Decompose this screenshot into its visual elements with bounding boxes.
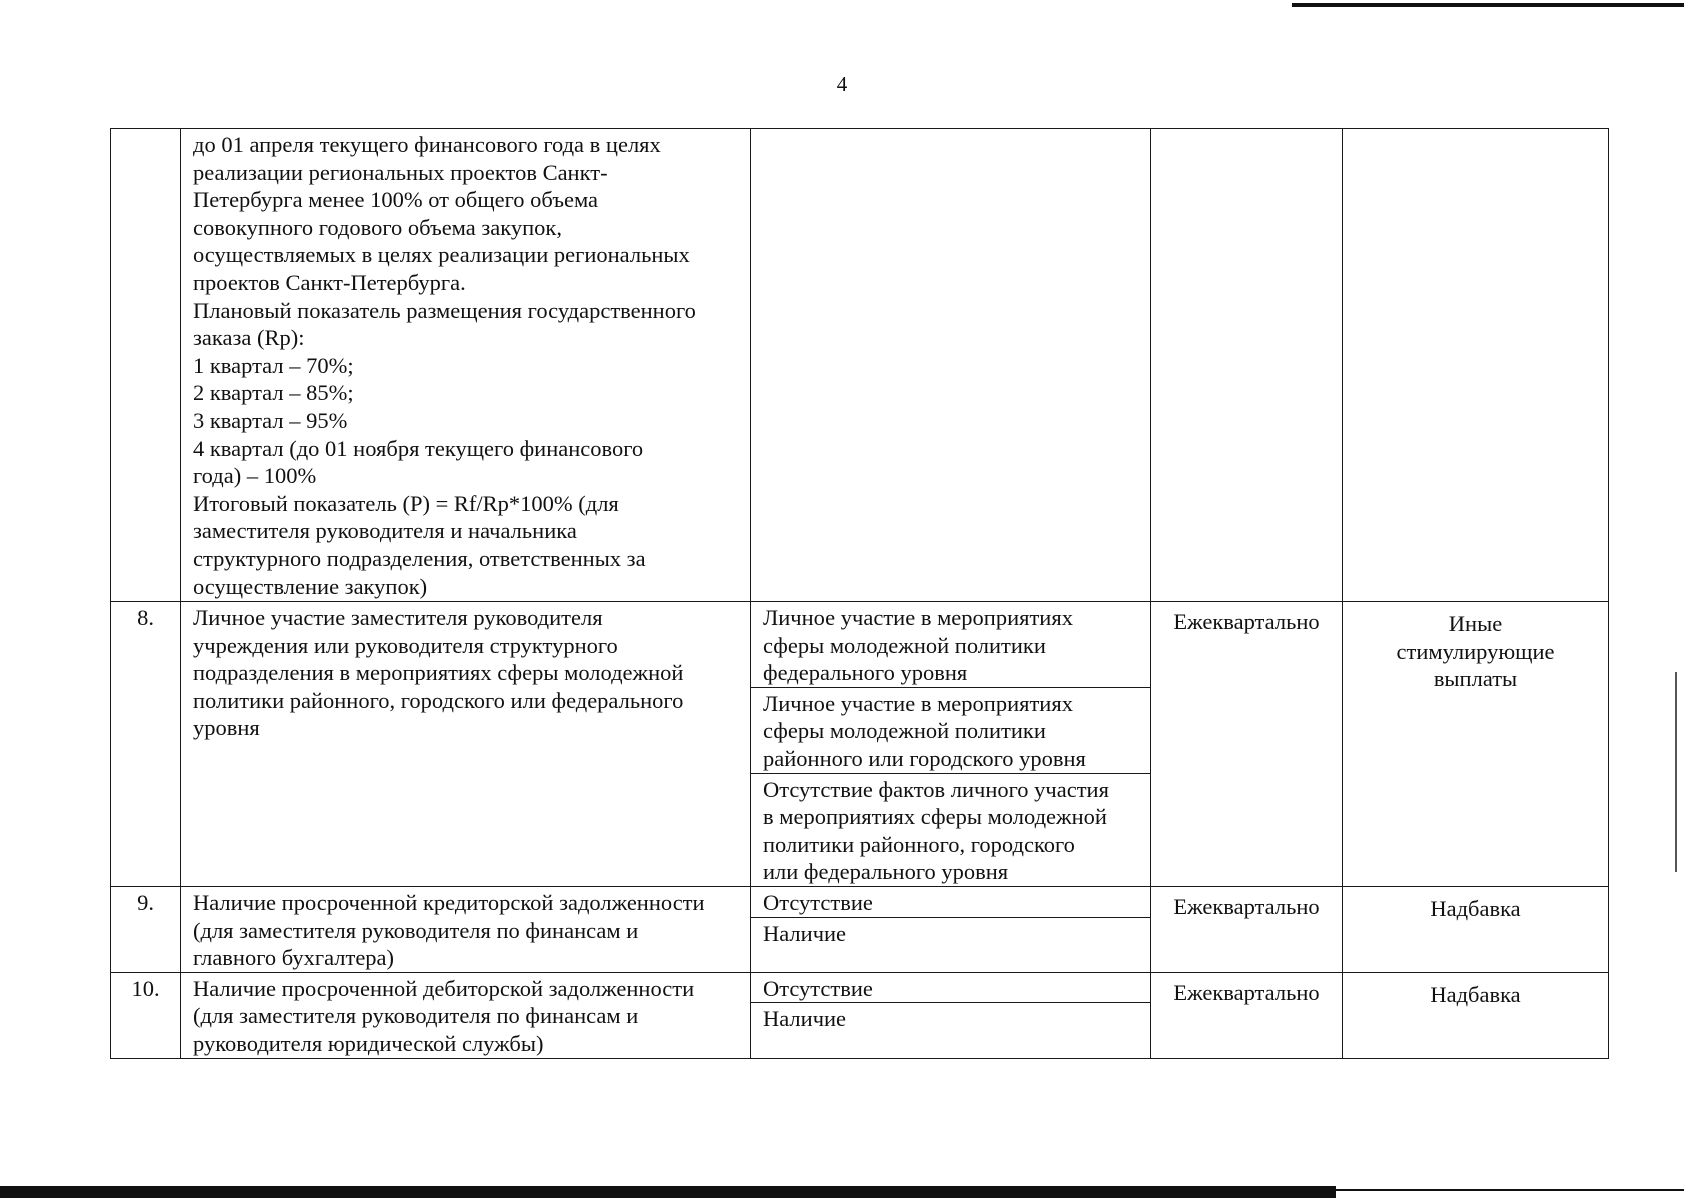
table-row — [111, 972, 1609, 1058]
criteria-table — [110, 128, 1609, 1059]
row-description: Личное участие заместителя руководителя учреждения или руководителя структурного подразделения в мероприятиях сферы молодежной политики районного, городского или федерального уровня — [193, 605, 684, 741]
row-payment-type-cell — [1343, 602, 1609, 887]
row-payment-type: Надбавка — [1430, 895, 1521, 921]
criterion-item: Отсутствие — [751, 973, 1150, 1004]
criterion-item: Личное участие в мероприятиях сферы молодежной политики федерального уровня — [751, 602, 1150, 688]
row-description: Наличие просроченной дебиторской задолженности (для заместителя руководителя по финансам и руководителя юридической службы) — [193, 975, 695, 1056]
row-frequency-cell — [1151, 886, 1343, 972]
row-frequency-cell — [1151, 972, 1343, 1058]
criterion-item: Отсутствие — [751, 887, 1150, 918]
row-criteria-cell — [751, 972, 1151, 1058]
row-criteria-cell — [751, 886, 1151, 972]
row-description-cell — [181, 972, 751, 1058]
row-description-cell — [181, 886, 751, 972]
row-frequency: Ежеквартально — [1173, 979, 1320, 1005]
page-number: 4 — [836, 72, 848, 96]
row-frequency: Ежеквартально — [1173, 609, 1320, 634]
row-number: 10. — [111, 972, 181, 1058]
bottom-scan-rule-right — [1330, 1189, 1684, 1191]
criterion-item: Наличие — [763, 1006, 847, 1032]
row-payment-type-cell — [1343, 972, 1609, 1058]
row-payment-type: Надбавка — [1430, 981, 1521, 1007]
bottom-scan-rule — [0, 1186, 1336, 1198]
row-description: Наличие просроченной кредиторской задолженности (для заместителя руководителя по финансам и главного бухгалтера) — [193, 889, 705, 971]
table-row — [111, 886, 1609, 972]
top-scan-rule — [1292, 3, 1684, 7]
row-description-cell — [181, 129, 751, 602]
row-description-cell — [181, 602, 751, 887]
criterion-item: Наличие — [763, 920, 847, 946]
bottom-scan-mark — [1246, 1187, 1292, 1189]
row-payment-type: Иные стимулирующие выплаты — [1396, 611, 1555, 692]
row-criteria-cell — [751, 602, 1151, 887]
scan-edge-mark — [1675, 672, 1677, 872]
row-description: до 01 апреля текущего финансового года в целях реализации региональных проектов Санкт- Петербурга менее 100% от общего объема совокупного годового объема закупок, осуществляемых в целях реализации региональных проектов Санкт-Петербурга. Плановый показатель размещения государственного заказа (Rp): 1 квартал – 70%; 2 квартал – 85%; 3 квартал – 95% 4 квартал (до 01 ноября текущего финансового года) – 100% Итоговый показатель (P) = Rf/Rp*100% (для заместителя руководителя и начальника структурного подразделения, ответственных за осуществление закупок) — [193, 132, 696, 599]
table-row — [111, 129, 1609, 602]
table-row — [111, 602, 1609, 887]
row-frequency-cell — [1151, 602, 1343, 887]
row-number — [111, 129, 181, 602]
row-number: 9. — [111, 886, 181, 972]
row-payment-type-cell — [1343, 886, 1609, 972]
row-number: 8. — [111, 602, 181, 887]
row-frequency: Ежеквартально — [1173, 893, 1320, 919]
row-criteria-cell — [751, 129, 1151, 602]
row-payment-type-cell — [1343, 129, 1609, 602]
criterion-item: Отсутствие фактов личного участия в мероприятиях сферы молодежной политики районного, городского или федерального уровня — [763, 776, 1109, 885]
row-frequency-cell — [1151, 129, 1343, 602]
criterion-item: Личное участие в мероприятиях сферы молодежной политики районного или городского уровня — [751, 688, 1150, 774]
